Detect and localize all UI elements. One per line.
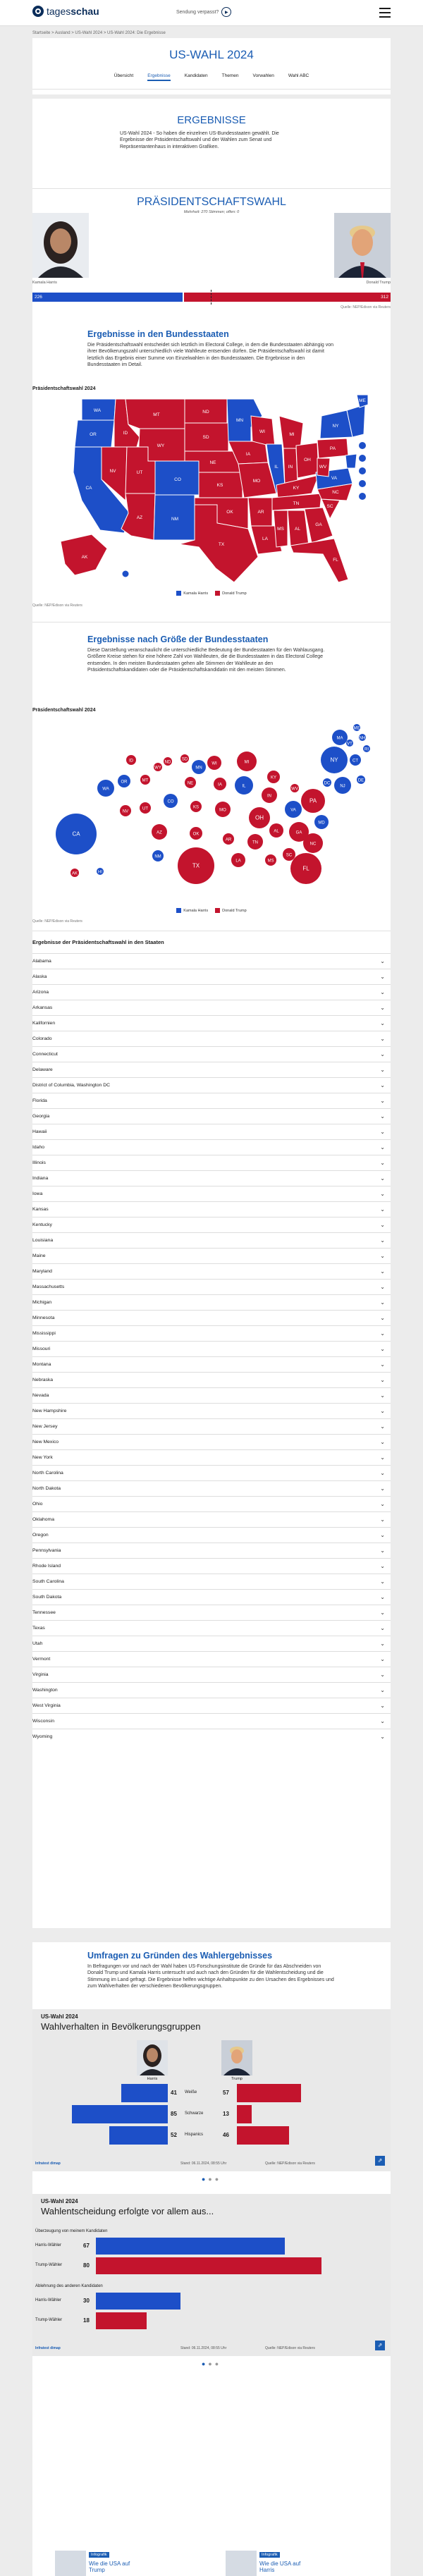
page-title: US-WAHL 2024 (169, 48, 254, 61)
tab-themen[interactable]: Themen (221, 73, 239, 78)
bubble-label-ok: OK (192, 832, 200, 837)
chevron-down-icon: ⌄ (380, 1284, 385, 1290)
harris-thumb (137, 2040, 168, 2075)
bubble-label-de: DE (357, 778, 364, 783)
harris-bar (72, 2105, 168, 2123)
bubbles-text: Diese Darstellung veranschaulicht die unterschiedliche Bedeutung der Bundesstaaten für den Wahlausgang. Größere Kreise stehen für eine höhere Zahl von Wahlleuten, die die Bundesstaaten in das Electoral College entsenden. In den meisten Bundesstaaten gehen alle Stimmen der Wahlleute an den Präsidentschaftskandidaten oder die Präsidentschaftskandidatin mit den meisten Stimmen. (87, 648, 325, 673)
harris-bar (109, 2126, 168, 2145)
state-accordion-item[interactable]: Illinois ⌄ (32, 1155, 391, 1170)
bubble-label-nv: NV (122, 809, 129, 814)
bubble-label-ne: NE (187, 781, 194, 786)
teaser-image (226, 2551, 257, 2576)
chevron-down-icon: ⌄ (380, 1005, 385, 1011)
state-accordion-item[interactable]: Hawaii ⌄ (32, 1124, 391, 1139)
trump-photo (334, 213, 391, 278)
label-az: AZ (136, 515, 143, 520)
bubble-label-fl: FL (302, 865, 309, 872)
state-accordion-item[interactable]: Nebraska ⌄ (32, 1372, 391, 1387)
surveys-heading: Umfragen zu Gründen des Wahlergebnisses (87, 1951, 273, 1961)
state-accordion-item[interactable]: Rhode Island ⌄ (32, 1558, 391, 1574)
bubble-label-hi: HI (98, 870, 102, 875)
bubble-label-va: VA (290, 808, 296, 813)
card-bevoelkerungsgruppen: US-Wahl 2024 Wahlverhalten in Bevölkerungsgruppen Harris Trump 41 Weiße 57 85 Schwarze 13 52 Hispanics 46 Infratest dimap Stand: 06.11.2024, 08:55 Uhr Quelle: NEP/Edison via Reuters ⇗ (32, 2009, 391, 2171)
bubble-label-tn: TN (252, 840, 258, 845)
chevron-down-icon: ⌄ (380, 1563, 385, 1569)
state-accordion-item[interactable]: Kentucky ⌄ (32, 1217, 391, 1232)
bubble-label-pa: PA (309, 797, 317, 804)
bubble-label-md: MD (318, 821, 325, 826)
chevron-down-icon: ⌄ (380, 1687, 385, 1693)
trump-bar (184, 293, 391, 302)
label-co: CO (174, 477, 181, 482)
bubble-label-mi: MI (244, 760, 250, 765)
state-accordion-item[interactable]: Indiana ⌄ (32, 1170, 391, 1186)
chevron-down-icon: ⌄ (380, 1129, 385, 1135)
chevron-down-icon: ⌄ (380, 1656, 385, 1662)
state-accordion-item[interactable]: New Mexico ⌄ (32, 1434, 391, 1449)
bubble-label-nd: ND (164, 760, 171, 765)
state-accordion-item[interactable]: Alabama ⌄ (32, 953, 391, 969)
surveys-text: In Befragungen vor und nach der Wahl haben US-Forschungsinstitute die Gründe für das Abschneiden von Donald Trump und Kamala Harris untersucht und auch nach den Gründen für die Wahlentscheidung und die Stimmung im Land gefragt. Die Ergebnisse helfen wichtige Anhaltspunkte zu den Ursachen des Ergebnisses und zum Wahlverhalten der verschiedenen Bevölkerungsgruppen. (87, 1964, 334, 1989)
bubble-label-ky: KY (270, 775, 277, 780)
label-ak: AK (81, 555, 88, 560)
chevron-down-icon: ⌄ (380, 1036, 385, 1042)
bubble-label-nm: NM (154, 854, 161, 859)
state-accordion-item[interactable]: Mississippi ⌄ (32, 1325, 391, 1341)
label-wy: WY (157, 443, 165, 448)
state-accordion-item[interactable]: Virginia ⌄ (32, 1667, 391, 1682)
state-accordion-item[interactable]: New Jersey ⌄ (32, 1418, 391, 1434)
label-ga: GA (315, 522, 322, 527)
chevron-down-icon: ⌄ (380, 1718, 385, 1724)
chevron-down-icon: ⌄ (380, 1191, 385, 1197)
chevron-down-icon: ⌄ (380, 1299, 385, 1306)
bubble-label-oh: OH (255, 814, 264, 821)
chevron-down-icon: ⌄ (380, 1672, 385, 1678)
chevron-down-icon: ⌄ (380, 1516, 385, 1523)
logo-mark-icon (32, 6, 44, 17)
chevron-down-icon: ⌄ (380, 1454, 385, 1461)
play-icon: ▶ (221, 7, 231, 17)
bubble-label-ms: MS (267, 859, 274, 864)
chevron-down-icon: ⌄ (380, 1547, 385, 1554)
label-la: LA (262, 536, 268, 541)
group-row: 52 Hispanics 46 (32, 2126, 391, 2145)
chevron-down-icon: ⌄ (380, 1113, 385, 1120)
trump-thumb (221, 2040, 252, 2075)
teaser-card-trump[interactable]: Infografik Wie die USA auf Trump (55, 2551, 138, 2576)
state-accordion-item[interactable]: Montana ⌄ (32, 1356, 391, 1372)
label-nv: NV (109, 469, 116, 474)
share-icon[interactable]: ⇗ (375, 2156, 385, 2166)
state-accordion-item[interactable]: Connecticut ⌄ (32, 1046, 391, 1062)
label-ok: OK (226, 510, 233, 515)
bubble-label-ma: MA (336, 736, 343, 741)
label-me: ME (359, 398, 366, 403)
bubble-label-wv: WV (291, 787, 298, 792)
state-accordion-item[interactable]: Florida ⌄ (32, 1093, 391, 1108)
bubble-label-al: AL (274, 829, 279, 834)
chevron-down-icon: ⌄ (380, 1734, 385, 1740)
label-sc: SC (326, 504, 333, 509)
bubble-label-ca: CA (72, 830, 80, 838)
menu-icon[interactable] (379, 8, 391, 20)
label-wv: WV (319, 465, 327, 470)
chevron-down-icon: ⌄ (380, 1439, 385, 1445)
label-nm: NM (171, 517, 179, 522)
chevron-down-icon: ⌄ (380, 1160, 385, 1166)
state-accordion-item[interactable]: Louisiana ⌄ (32, 1232, 391, 1248)
chevron-down-icon: ⌄ (380, 1206, 385, 1213)
label-fl: FL (333, 558, 338, 563)
chevron-down-icon: ⌄ (380, 1640, 385, 1647)
carousel1-dots[interactable]: ●●● (201, 2176, 222, 2183)
bubbles-heading: Ergebnisse nach Größe der Bundesstaaten (87, 634, 269, 644)
label-pa: PA (329, 446, 336, 451)
bubble-label-wa: WA (102, 787, 109, 792)
state-accordion-item[interactable]: South Carolina ⌄ (32, 1574, 391, 1589)
harris-bar (32, 293, 183, 302)
results-section: ERGEBNISSE US-Wahl 2024 - So haben die einzelnen US-Bundesstaaten gewählt. Die Ergebnisse der Präsidentschaftswahl und der Wahlen zum Senat und Repräsentantenhaus in interaktiven Grafiken. PRÄSIDENTSCHAFTSWAHL Mehrheit: 270 Stimmen; offen: 0 Kamala Harris Donald Trump 226 312 Quelle: NEP/Edison via Reuters Ergebnisse in den Bundesstaaten Die Präsidentschaftswahl entscheidet sich letztlich im Electoral College, in dem die Bundesstaaten abhängig von ihrer Bevölkerungszahl unterschiedlich viele Wahlleute entsenden dürfen. Die Präsidentschaftswahl ist damit letztlich das Ergebnis einer Summe von Einzelwahlen in den Bundesstaaten. Die Ergebnisse in den Bundesstaaten im Detail. Präsidentschaftswahl 2024 WA OR CA NV ID MT WY UT CO AZ NM ND SD NE KS OK TX MN IA MO AR LA WI IL MI IN OH KY TN MS AL GA FL SC NC VA WV PA NY ME AK Kamala Harris Donald Trump Quelle: NEP/Edison via Reuters Ergebnisse nach Größe der Bundesstaaten Diese Darstellung veranschaulicht die unterschiedliche Bedeutung der Bundesstaaten für den Wahlausgang. Größere Kreise stehen für eine höhere Zahl von Wahlleuten, die die Bundesstaaten in das Electoral College entsenden. In den meisten Bundesstaaten gehen alle Stimmen der Wahlleute an den Präsidentschaftskandidaten oder die Präsidentschaftskandidatin mit den meisten Stimmen. Präsidentschaftswahl 2024 WA OR CA NV ID MT WY UT CO AZ NM ND SD NE KS OK TX MN IA MO AR LA WI IL MI IN OH KY TN MS AL GA FL SC NC VA WV PA NY MA NJ ME VT CT MD DE RI NH DC AK HI Kamala Harris Donald Trump Quelle: NEP/Edison via Reuters Ergebnisse der Präsidentschaftswahl in den Staaten Alabama ⌄ Alaska ⌄ Arizona ⌄ Arkansas ⌄ Kalifornien ⌄ Colorado ⌄ Connecticut ⌄ Delaware ⌄ District of Columbia, Washington DC ⌄ Florida ⌄ Georgia ⌄ Hawaii ⌄ Idaho ⌄ Illinois ⌄ Indiana ⌄ Iowa ⌄ Kansas ⌄ Kentucky ⌄ Louisiana ⌄ Maine ⌄ Maryland ⌄ Massachusetts ⌄ Michigan ⌄ Minnesota ⌄ Mississippi ⌄ Missouri ⌄ Montana ⌄ Nebraska ⌄ Nevada ⌄ New Hampshire ⌄ New Jersey ⌄ New Mexico ⌄ New York ⌄ North Carolina ⌄ North Dakota ⌄ Ohio ⌄ Oklahoma ⌄ Oregon ⌄ Pennsylvania ⌄ Rhode Island ⌄ South Carolina ⌄ South Dakota ⌄ Tennessee ⌄ Texas ⌄ Utah ⌄ Vermont ⌄ Virginia ⌄ Washington ⌄ West Virginia ⌄ Wisconsin ⌄ Wyoming ⌄ (32, 99, 391, 1928)
state-accordion-item[interactable]: Minnesota ⌄ (32, 1310, 391, 1325)
label-sd: SD (202, 435, 209, 440)
state-md-de-nj (345, 454, 357, 468)
label-ky: KY (293, 486, 300, 491)
bubble-label-dc: DC (324, 781, 331, 786)
bubble-label-la: LA (235, 859, 241, 864)
group-row: 85 Schwarze 13 (32, 2105, 391, 2123)
trump-bar (237, 2126, 289, 2145)
state-accordion-item[interactable]: North Carolina ⌄ (32, 1465, 391, 1480)
sendung-verpasst-button[interactable]: Sendung verpasst? ▶ (176, 7, 231, 17)
chevron-down-icon: ⌄ (380, 1594, 385, 1600)
label-oh: OH (304, 458, 311, 462)
tagesschau-logo[interactable]: tagesschau (32, 6, 99, 17)
chevron-down-icon: ⌄ (380, 1470, 385, 1476)
state-accordion-item[interactable]: Wyoming ⌄ (32, 1729, 391, 1744)
state-accordion-item[interactable]: Arkansas ⌄ (32, 1000, 391, 1015)
label-id: ID (123, 431, 128, 436)
chevron-down-icon: ⌄ (380, 989, 385, 995)
states-heading: Ergebnisse in den Bundesstaaten (87, 329, 229, 339)
state-accordion-item[interactable]: Washington ⌄ (32, 1682, 391, 1698)
state-accordion-item[interactable]: District of Columbia, Washington DC ⌄ (32, 1077, 391, 1093)
card1-title: Wahlverhalten in Bevölkerungsgruppen (41, 2021, 201, 2032)
state-accordion-item[interactable]: Michigan ⌄ (32, 1294, 391, 1310)
chevron-down-icon: ⌄ (380, 1361, 385, 1368)
bubble-label-nc: NC (309, 842, 317, 847)
label-wi: WI (259, 429, 265, 434)
state-accordion-item[interactable]: Missouri ⌄ (32, 1341, 391, 1356)
electoral-bar (32, 293, 391, 307)
label-tn: TN (293, 501, 300, 506)
label-wa: WA (93, 408, 102, 413)
chevron-down-icon: ⌄ (380, 1067, 385, 1073)
state-accordion-item[interactable]: Utah ⌄ (32, 1636, 391, 1651)
state-accordion-item[interactable]: Wisconsin ⌄ (32, 1713, 391, 1729)
bubble-label-vt: VT (347, 742, 352, 747)
chevron-down-icon: ⌄ (380, 1020, 385, 1026)
label-tx: TX (218, 542, 225, 547)
harris-bar (121, 2084, 168, 2102)
label-ar: AR (257, 510, 264, 515)
chevron-down-icon: ⌄ (380, 1423, 385, 1430)
harris-votes: 226 (35, 295, 42, 300)
chevron-down-icon: ⌄ (380, 1098, 385, 1104)
share-icon[interactable]: ⇗ (375, 2341, 385, 2350)
label-ny: NY (332, 424, 339, 429)
surveys-section (32, 1942, 391, 2576)
bubble-label-in: IN (267, 794, 271, 799)
majority-line (211, 290, 212, 305)
trump-bar (237, 2105, 252, 2123)
state-accordion-item[interactable]: Colorado ⌄ (32, 1031, 391, 1046)
results-heading: ERGEBNISSE (177, 114, 246, 126)
states-list-heading: Ergebnisse der Präsidentschaftswahl in den Staaten (32, 939, 164, 945)
state-accordion-item[interactable]: New York ⌄ (32, 1449, 391, 1465)
state-accordion-item[interactable]: Iowa ⌄ (32, 1186, 391, 1201)
bubble-label-ar: AR (225, 838, 232, 842)
chevron-down-icon: ⌄ (380, 1346, 385, 1352)
state-accordion-item[interactable]: Massachusetts ⌄ (32, 1279, 391, 1294)
chevron-down-icon: ⌄ (380, 958, 385, 964)
chevron-down-icon: ⌄ (380, 1330, 385, 1337)
section-tabs (32, 73, 391, 81)
bubble-label-nh: NH (359, 736, 366, 741)
state-accordion-item[interactable]: Tennessee ⌄ (32, 1605, 391, 1620)
harris-portrait: Kamala Harris (32, 213, 89, 283)
answer-bar (96, 2238, 285, 2255)
bubble-label-ny: NY (330, 756, 338, 763)
label-in: IN (288, 465, 293, 470)
chevron-down-icon: ⌄ (380, 1609, 385, 1616)
results-intro: US-Wahl 2024 - So haben die einzelnen US-Bundesstaaten gewählt. Die Ergebnisse der Präsidentschaftswahl und der Wahlen zum Senat und Repräsentantenhaus in interaktiven Grafiken. (120, 131, 279, 149)
card2-title: Wahlentscheidung erfolgte vor allem aus... (41, 2206, 214, 2216)
state-accordion-item[interactable]: Texas ⌄ (32, 1620, 391, 1636)
bubble-label-sd: SD (181, 757, 188, 762)
bubble-label-ga: GA (295, 830, 302, 835)
chevron-down-icon: ⌄ (380, 1144, 385, 1151)
tab-ergebnisse[interactable]: Ergebnisse (147, 73, 171, 81)
state-accordion-item[interactable]: Kansas ⌄ (32, 1201, 391, 1217)
teaser-card-harris[interactable]: Infografik Wie die USA auf Harris (226, 2551, 309, 2576)
label-al: AL (295, 527, 300, 532)
bubble-label-mt: MT (142, 778, 149, 783)
bubble-label-tx: TX (192, 862, 200, 869)
bubble-label-ak: AK (71, 871, 78, 876)
chevron-down-icon: ⌄ (380, 1253, 385, 1259)
chevron-down-icon: ⌄ (380, 1703, 385, 1709)
chevron-down-icon: ⌄ (380, 1392, 385, 1399)
chevron-down-icon: ⌄ (380, 1082, 385, 1088)
bubble-label-co: CO (167, 799, 174, 804)
bubble-chart[interactable] (32, 718, 391, 901)
label-or: OR (90, 432, 97, 437)
harris-photo (32, 213, 89, 278)
state-accordion-item[interactable]: West Virginia ⌄ (32, 1698, 391, 1713)
label-mt: MT (153, 412, 160, 417)
chevron-down-icon: ⌄ (380, 1377, 385, 1383)
label-ms: MS (277, 527, 284, 532)
state-accordion-item[interactable]: South Dakota ⌄ (32, 1589, 391, 1605)
label-nd: ND (202, 410, 209, 415)
president-heading: PRÄSIDENTSCHAFTSWAHL (137, 196, 286, 208)
bubble-label-ut: UT (142, 806, 148, 811)
tab-uebersicht[interactable]: Übersicht (114, 73, 134, 78)
bubble-label-ct: CT (352, 759, 358, 763)
breadcrumb[interactable]: Startseite > Ausland > US-Wahl 2024 > US-Wahl 2024: Die Ergebnisse (32, 31, 166, 35)
label-ca: CA (85, 486, 92, 491)
bubble-label-ia: IA (218, 783, 222, 787)
bubble-label-wi: WI (212, 761, 217, 766)
trump-portrait: Donald Trump (334, 213, 391, 283)
chevron-down-icon: ⌄ (380, 1268, 385, 1275)
bubble-label-ks: KS (192, 805, 200, 810)
state-hi (122, 570, 129, 577)
label-mo: MO (252, 479, 261, 484)
bubble-label-az: AZ (157, 830, 162, 835)
state-accordion-item[interactable]: Kalifornien ⌄ (32, 1015, 391, 1031)
state-accordion-item[interactable]: New Hampshire ⌄ (32, 1403, 391, 1418)
chevron-down-icon: ⌄ (380, 974, 385, 980)
state-accordion-item[interactable]: Ohio ⌄ (32, 1496, 391, 1511)
label-mn: MN (235, 418, 244, 423)
bubble-label-wy: WY (154, 766, 161, 771)
chevron-down-icon: ⌄ (380, 1237, 385, 1244)
carousel2-dots[interactable]: ●●● (201, 2360, 222, 2367)
chevron-down-icon: ⌄ (380, 1625, 385, 1631)
bubble-legend: Kamala Harris Donald Trump (32, 908, 391, 913)
chevron-down-icon: ⌄ (380, 1051, 385, 1057)
tab-kandidaten[interactable]: Kandidaten (184, 73, 208, 78)
bubble-label-sc: SC (286, 853, 293, 858)
label-nc: NC (332, 490, 339, 495)
state-accordion-item[interactable]: Arizona ⌄ (32, 984, 391, 1000)
chevron-down-icon: ⌄ (380, 1578, 385, 1585)
majority-note: Mehrheit: 270 Stimmen; offen: 0 (183, 210, 240, 214)
state-accordion-item[interactable]: Pennsylvania ⌄ (32, 1542, 391, 1558)
tab-vorwahlen[interactable]: Vorwahlen (252, 73, 274, 78)
chevron-down-icon: ⌄ (380, 1501, 385, 1507)
top-bar (0, 0, 423, 26)
tab-wahl-abc[interactable]: Wahl ABC (288, 73, 309, 78)
label-ne: NE (209, 460, 216, 465)
states-text: Die Präsidentschaftswahl entscheidet sich letztlich im Electoral College, in dem die Bundesstaaten abhängig von ihrer Bevölkerungszahl unterschiedlich viele Wahlleute entsenden dürfen. Die Präsidentschaftswahl ist damit letztlich das Ergebnis einer Summe von Einzelwahlen in den Bundesstaaten. Die Ergebnisse in den Bundesstaaten im Detail. (87, 343, 334, 368)
state-accordion-item[interactable]: Delaware ⌄ (32, 1062, 391, 1077)
state-accordion-item[interactable]: Idaho ⌄ (32, 1139, 391, 1155)
state-accordion-item[interactable]: Oklahoma ⌄ (32, 1511, 391, 1527)
chevron-down-icon: ⌄ (380, 1408, 385, 1414)
bubble-label-mn: MN (195, 766, 202, 771)
group-row: 41 Weiße 57 (32, 2084, 391, 2102)
bubble-label-il: IL (242, 784, 246, 789)
trump-votes: 312 (381, 295, 388, 300)
answer-bar (96, 2257, 321, 2274)
state-accordion-item[interactable]: North Dakota ⌄ (32, 1480, 391, 1496)
label-il: IL (274, 465, 278, 470)
card-wahlentscheidung: US-Wahl 2024 Wahlentscheidung erfolgte vor allem aus... Überzeugung von meinem Kandidaten Harris-Wähler 67 Trump-Wähler 80 Ablehnung des anderen Kandidaten Harris-Wähler 30 Trump-Wähler 18 Infratest dimap Stand: 06.11.2024, 08:55 Uhr Quelle: NEP/Edison via Reuters ⇗ (32, 2194, 391, 2356)
chevron-down-icon: ⌄ (380, 1532, 385, 1538)
trump-bar (237, 2084, 301, 2102)
bubble-label-mo: MO (219, 808, 226, 813)
state-accordion-item[interactable]: Maryland ⌄ (32, 1263, 391, 1279)
state-accordion-item[interactable]: Vermont ⌄ (32, 1651, 391, 1667)
state-accordion-item[interactable]: Georgia ⌄ (32, 1108, 391, 1124)
bubble-label-me: ME (353, 726, 360, 731)
teaser-image (55, 2551, 86, 2576)
label-ks: KS (216, 483, 223, 488)
state-fl (290, 539, 348, 582)
bubble-label-nj: NJ (340, 784, 345, 789)
us-state-map[interactable] (61, 395, 371, 585)
label-ia: IA (245, 452, 251, 457)
chevron-down-icon: ⌄ (380, 1315, 385, 1321)
answer-bar (96, 2312, 147, 2329)
bubble-label-or: OR (121, 780, 128, 785)
label-mi: MI (289, 432, 295, 437)
state-accordion-item[interactable]: Nevada ⌄ (32, 1387, 391, 1403)
state-accordion-item[interactable]: Alaska ⌄ (32, 969, 391, 984)
label-ut: UT (136, 470, 143, 475)
answer-bar (96, 2293, 180, 2310)
states-accordion (32, 953, 391, 1744)
chevron-down-icon: ⌄ (380, 1222, 385, 1228)
state-accordion-item[interactable]: Oregon ⌄ (32, 1527, 391, 1542)
state-accordion-item[interactable]: Maine ⌄ (32, 1248, 391, 1263)
bubble-label-id: ID (129, 759, 133, 763)
map-legend: Kamala Harris Donald Trump (32, 591, 391, 596)
chevron-down-icon: ⌄ (380, 1175, 385, 1182)
chevron-down-icon: ⌄ (380, 1485, 385, 1492)
label-va: VA (331, 476, 338, 481)
page-header (32, 38, 391, 94)
bubble-label-ri: RI (364, 747, 369, 752)
